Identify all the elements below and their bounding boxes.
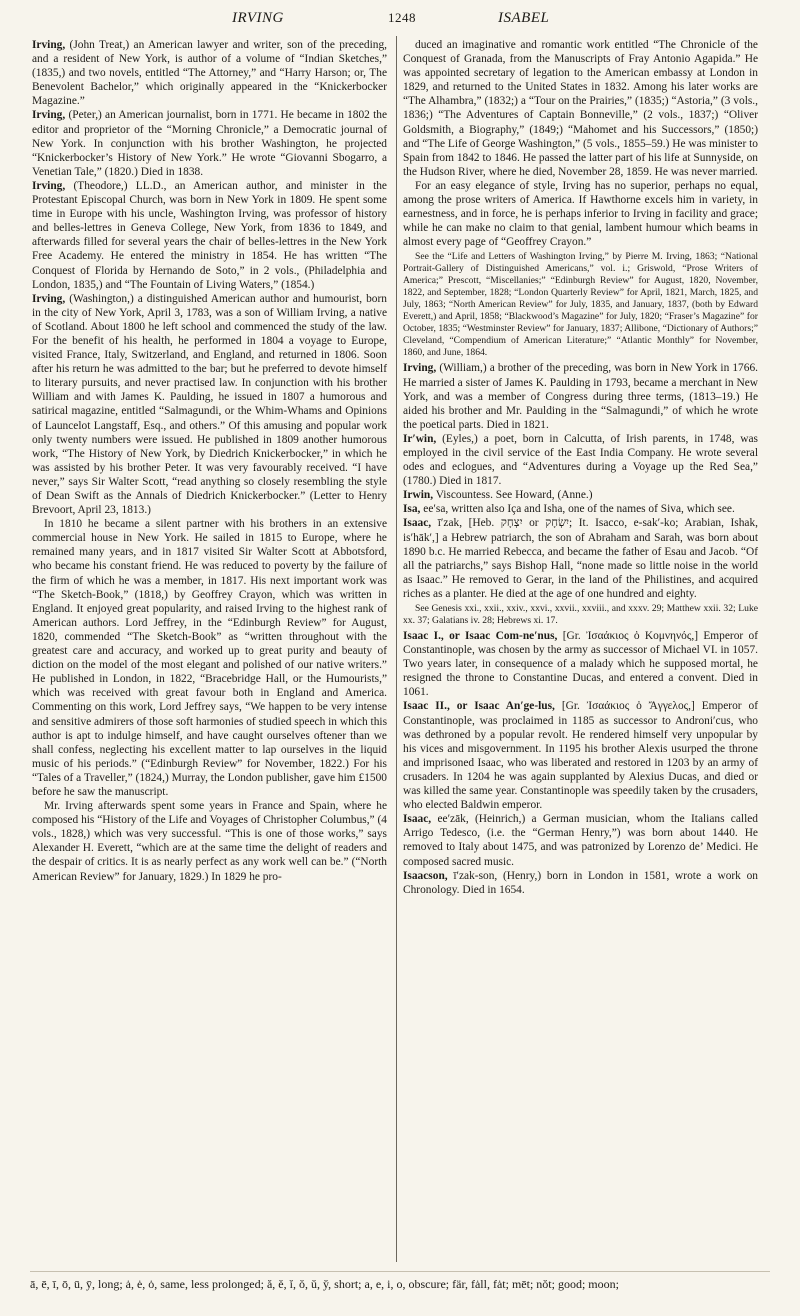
entry-text: ī′zak-son, (Henry,) born in London in 1581, wrote a work on Chronology. Died in 1654. <box>403 869 758 896</box>
left-column <box>32 38 387 884</box>
entry-headword: Isaacson, <box>403 869 448 882</box>
dictionary-entry <box>403 361 758 431</box>
dictionary-entry <box>32 292 387 518</box>
running-header <box>0 4 800 30</box>
entry-headword: Irving, <box>403 362 437 375</box>
entry-headword: Irving, <box>32 292 66 305</box>
entry-text: (Peter,) an American journalist, born in 1771. He became in 1802 the editor and proprietor of the “Morning Chronicle,” a Democratic journal of New York. In conjunction with his brother Washington, he projected “Knickerbocker’s History of New York.” He wrote “Giovanni Sbogarro, a Venetian Tale,” (1820.) Died in 1838. <box>32 109 387 178</box>
entry-headword: Irving, <box>32 109 66 122</box>
dictionary-entry <box>32 108 387 178</box>
dictionary-entry <box>403 488 758 502</box>
entry-text: See Genesis xxi., xxii., xxiv., xxvi., xxvii., xxviii., and xxxv. 29; Matthew xxii. 32; Luke xx. 37; Galatians iv. 28; Hebrews xi. 17. <box>403 603 758 626</box>
dictionary-entry <box>32 799 387 884</box>
dictionary-entry <box>403 38 758 179</box>
entry-text: (Theodore,) LL.D., an American author, and minister in the Protestant Episcopal Church, was born in New York in 1809. He spent some time in Europe with his uncle, Washington Irving, was professor of history and belles-lettres in Geneva College, New York, from 1836 to 1849, and afterwards filled for several years the chair of belles-lettres in the New York Free Academy. He entered the ministry in 1854. He has written “The Conquest of Florida by Hernando de Soto,” in 2 vols., (Philadelphia and London, 1835,) and “The Fountain of Living Waters,” (1854.) <box>32 179 387 291</box>
dictionary-entry <box>403 629 758 699</box>
entry-text: ee′zāk, (Heinrich,) a German musician, whom the Italians called Arrigo Tedesco, (i.e. the “German Henry,”) was born about 1440. He removed to Italy about 1475, and was patronized by Lorenzo de’ Medici. He composed sacred music. <box>403 813 758 868</box>
entry-text: (Washington,) a distinguished American author and humourist, born in the city of New York, April 3, 1783, was a son of William Irving, a native of Scotland. About 1800 he left school and commenced the study of the law. For the benefit of his health, he performed in 1804 a voyage to Europe, visited France, Italy, Switzerland, and England, and returned in 1806. Soon after his return he was admitted to the bar; but he preferred to devote himself to literary pursuits, and never practised law. In conjunction with his brother William and with James K. Paulding, he issued in 1807 a humorous and satirical magazine, entitled “Salmagundi, or the Whim-Whams and Opinions of Launcelot Langstaff, Esq., and others.” Of this amusing and popular work only twenty numbers were issued. He published in 1809 another humorous work, “The History of New York, by Diedrich Knickerbocker,” in which he was assisted by his brother Peter. It was very favourably received. “I have never,” says Sir Walter Scott, “read anything so closely resembling the style of Dean Swift as the Annals of Diedrich Knickerbocker.” (Letter to Henry Brevoort, April 23, 1813.) <box>32 292 387 517</box>
dictionary-entry <box>403 516 758 601</box>
dictionary-entry <box>32 38 387 108</box>
entry-headword: Isaac II., or Isaac An′ge-lus, <box>403 700 555 713</box>
dictionary-entry <box>403 699 758 812</box>
dictionary-entry <box>32 179 387 292</box>
entry-headword: Isaac, <box>403 517 432 530</box>
dictionary-entry <box>403 502 758 516</box>
pronunciation-key: ā, ē, ī, ō, ū, ȳ, long; ȧ, ė, ȯ, same, less prolonged; ă, ĕ, ĭ, ŏ, ŭ, y̆, short; a, e, i, o, obscure; fär, fȧll, fȧt; mēt; nŏt; good; moon; <box>30 1271 770 1292</box>
dictionary-entry <box>403 812 758 868</box>
dictionary-entry <box>403 869 758 897</box>
dictionary-entry <box>32 517 387 799</box>
dictionary-entry <box>403 179 758 249</box>
entry-headword: Irwin, <box>403 489 434 502</box>
entry-text: In 1810 he became a silent partner with his brothers in an extensive commercial house in New York. He sailed in 1815 to Europe, where he remained many years, and in 1817 visited Sir Walter Scott at Abbotsford, who became his constant friend. He was reduced to poverty by the failure of the firm of which he was a member, in 1817. His next important work was “The Sketch-Book,” (1818,) by Geoffrey Crayon, which was written in England. It enjoyed great popularity, and raised Irving to the highest rank of American authors. Lord Jeffrey, in the “Edinburgh Review” for August, 1820, commended “The Sketch-Book” as “written throughout with the greatest care and accuracy, and worked up to great purity and beauty of diction on the model of the most elegant and polished of our native writers.” He published in London, in 1822, “Bracebridge Hall, or the Humourists,” which was received with great favour both in England and America. Commenting on this work, Lord Jeffrey says, “We happen to be very intense and sensitive admirers of those soft harmonies of studied speech in which this author is apt to indulge himself, and have caught ourselves oftener than we shall confess, neglecting his excellent matter to lap ourselves in the liquid music of his periods.” (“Edinburgh Review” for November, 1822.) For his “Tales of a Traveller,” (1824,) Murray, the London publisher, gave him £1500 before he saw the manuscript. <box>32 518 387 798</box>
entry-headword: Ir′win, <box>403 432 437 445</box>
entry-text: [Gr. Ἰσαάκιος ὁ Ἄγγελος,] Emperor of Constantinople, was proclaimed in 1185 as successor to Androni′cus, who was dethroned by a popular revolt. He rendered himself very unpopular by his vices and misgovernment. In 1195 his brother Alexis usurped the throne and imprisoned Isaac, who was liberated and restored in 1203 by an army of crusaders. In 1204 he was again supplanted by Alexius Ducas, and died or was killed the same year. Constantinople was speedily taken by the crusaders, who elected Baldwin emperor. <box>403 700 758 812</box>
header-left-word: IRVING <box>232 10 284 26</box>
entry-text: See the “Life and Letters of Washington Irving,” by Pierre M. Irving, 1863; “National Portrait-Gallery of Distinguished Americans,” vol. i.; Griswold, “Prose Writers of America;” Prescott, “Miscellanies;” “Edinburgh Review” for August, 1820, November, 1822, and September, 1828; “London Quarterly Review” for April, 1821, March, 1825, and July, 1863; “North American Review” for July, 1835, and January, 1837, (both by Edward Everett,) and April, 1858; “Blackwood’s Magazine” for July, 1820; “Fraser’s Magazine” for October, 1835; “Westminster Review” for January, 1837; Allibone, “Dictionary of Authors;” Cleveland, “Compendium of American Literature;” “Atlantic Monthly” for November, 1860, and June, 1864. <box>403 251 758 359</box>
entry-headword: Isaac, <box>403 813 432 826</box>
entry-text: For an easy elegance of style, Irving has no superior, perhaps no equal, among the prose writers of America. If Hawthorne excels him in variety, in earnestness, and in force, he is perhaps inferior to Irving in facility and grace; while he can make no claim to that genial, lambent humour which beams in almost every page of “Geoffrey Crayon.” <box>403 179 758 249</box>
entry-headword: Isaac I., or Isaac Com-ne′nus, <box>403 630 558 642</box>
entry-text: Mr. Irving afterwards spent some years in France and Spain, where he composed his “History of the Life and Voyages of Christopher Columbus,” (4 vols., 1828,) which was very successful. “This is one of those works,” says Alexander H. Everett, “which are at the same time the delight of readers and the despair of critics. It is as nearly perfect as any work well can be.” (“North American Review” for January, 1829.) In 1829 he pro- <box>32 800 387 883</box>
entry-headword: Isa, <box>403 503 421 516</box>
entry-text: ee′sa, written also Iça and Isha, one of the names of Siva, which see. <box>423 503 735 516</box>
page-number: 1248 <box>388 10 416 25</box>
reference-note <box>403 603 758 627</box>
header-right-word: ISABEL <box>498 10 550 26</box>
entry-text: (John Treat,) an American lawyer and writer, son of the preceding, and a resident of New York, is author of a volume of “Indian Sketches,” (1835,) and two novels, entitled “The Attorney,” and “Harry Harson; or, The Benevolent Bachelor,” which originally appeared in the “Knickerbocker Magazine.” <box>32 39 387 108</box>
entry-text: Viscountess. See Howard, (Anne.) <box>435 489 593 502</box>
dictionary-entry <box>403 432 758 488</box>
entry-text: duced an imaginative and romantic work entitled “The Chronicle of the Conquest of Granada, from the Manuscripts of Fray Antonio Agapida.” He was appointed secretary of legation to the American embassy at London in 1829, and returned to the United States in 1832. Among his later works are “The Alhambra,” (1832;) a “Tour on the Prairies,” (1835;) “Astoria,” (3 vols., 1836;) “The Adventures of Captain Bonneville,” (2 vols., 1837;) “Oliver Goldsmith, a Biography,” (1849;) “Mahomet and his Successors,” (1850;) and “The Life of George Washington,” (5 vols., 1855–59.) He was minister to Spain from 1842 to 1846. He passed the latter part of his life at Sunnyside, on the Hudson River, where he died, November 28, 1859. He was never married. <box>403 39 758 178</box>
entry-text: [Gr. Ἰσαάκιος ὁ Κομνηνός,] Emperor of Constantinople, was chosen by the army as successor of Michael VI. in 1057. Two years later, in consequence of a malady which he supposed mortal, he resigned the throne to Constantine Ducas, and entered a convent. Died in 1061. <box>403 630 759 699</box>
entry-headword: Irving, <box>32 179 66 192</box>
right-column <box>403 38 758 897</box>
entry-text: ī′zak, [Heb. יִצְחָק or יִשְׂחָק; It. Isacco, e-sak′-ko; Arabian, Ishak, is′hāk′,] a Hebrew patriarch, the son of Abraham and Sarah, was born about 1890 b.c. He married Rebecca, and became the father of Esau and Jacob. “Of all the patriarchs,” says Bishop Hall, “none made so little noise in the world as Isaac.” He removed to Gerar, in the land of the Philistines, and acquired riches as a planter. He died at the age of one hundred and eighty. <box>403 517 758 600</box>
column-divider <box>396 36 397 1262</box>
entry-headword: Irving, <box>32 39 66 51</box>
entry-text: (Eyles,) a poet, born in Calcutta, of Irish parents, in 1748, was employed in the civil service of the East India Company. He wrote several odes and eclogues, and “Adventures during a Voyage up the Red Sea,” (1780.) Died in 1817. <box>403 432 758 488</box>
entry-text: (William,) a brother of the preceding, was born in New York in 1766. He married a sister of James K. Paulding in 1793, became a merchant in New York, and was a member of Congress during three terms, (1813–19.) He aided his brother and Mr. Paulding in the “Salmagundi,” of which he wrote the poetical parts. Died in 1821. <box>403 362 758 431</box>
reference-note <box>403 251 758 359</box>
